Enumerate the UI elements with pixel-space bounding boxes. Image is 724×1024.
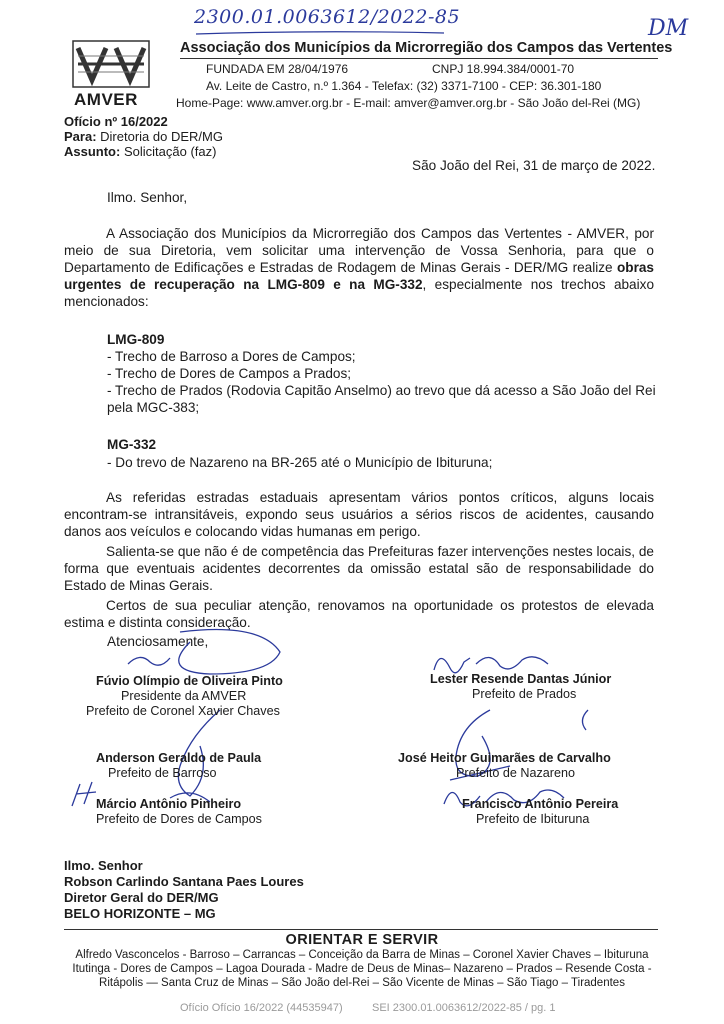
signatory-role: Prefeito de Barroso (108, 766, 217, 780)
subject-label: Assunto: (64, 144, 121, 159)
recipient-block (64, 858, 304, 922)
signatory-name: Fúvio Olímpio de Oliveira Pinto (96, 674, 283, 688)
footer-cities-line: Itutinga - Dores de Campos – Lagoa Dourada - Madre de Deus de Minas– Nazareno – Prados – Resende Costa - (72, 963, 652, 975)
signatory-role: Presidente da AMVER (121, 689, 247, 703)
process-number-annotation: 2300.01.0063612/2022-85 (194, 6, 461, 28)
to-label: Para: (64, 129, 97, 144)
corner-initials-annotation: DM (648, 16, 689, 41)
subject-value: Solicitação (faz) (123, 144, 217, 159)
closing: Atenciosamente, (107, 634, 209, 649)
signatory-role: Prefeito de Nazareno (456, 766, 576, 780)
logo-text: AMVER (74, 90, 138, 109)
org-name: Associação dos Municípios da Microrregião dos Campos das Vertentes (180, 40, 673, 56)
signatory-role: Prefeito de Prados (472, 687, 577, 701)
signatory-name: Francisco Antônio Pereira (462, 797, 619, 811)
road-lmg809-item: pela MGC-383; (107, 400, 200, 415)
signatory-role: Prefeito de Dores de Campos (96, 812, 262, 826)
to-value: Diretoria do DER/MG (100, 129, 223, 144)
signatory-role: Prefeito de Coronel Xavier Chaves (86, 704, 280, 718)
paragraph-request-text-b: , especialmente nos trechos abaixo mencionados: (64, 277, 654, 309)
road-lmg809-item: - Trecho de Prados (Rodovia Capitão Anselmo) ao trevo que dá acesso a São João del Rei (107, 383, 656, 398)
margin-mark (578, 708, 590, 732)
signatory-name: Márcio Antônio Pinheiro (96, 797, 242, 811)
header-divider (180, 58, 658, 59)
subject-line (64, 144, 216, 159)
paragraph-responsibility: Salienta-se que não é de competência das Prefeituras fazer intervenções nestes locais, de forma que eventuais acidentes decorrentes da omissão estatal são de responsabilidade do Estado de Minas Gerais. (64, 544, 654, 593)
footer-divider (64, 929, 658, 930)
place-date: São João del Rei, 31 de março de 2022. (412, 158, 656, 173)
recipient-line: Ilmo. Senhor (64, 858, 143, 873)
road-title-lmg809: LMG-809 (107, 332, 165, 347)
paragraph-request-highlight: obras urgentes de recuperação na LMG-809 e na MG-332 (64, 260, 654, 292)
signatory-name: José Heitor Guimarães de Carvalho (398, 751, 611, 765)
paragraph-closing-regards: Certos de sua peculiar atenção, renovamos na oportunidade os protestos de elevada estima e distinta consideração. (64, 598, 654, 630)
recipient-line: BELO HORIZONTE – MG (64, 906, 216, 921)
road-mg332-item: - Do trevo de Nazareno na BR-265 até o Município de Ibituruna; (107, 455, 493, 470)
paragraph-request (64, 225, 654, 310)
signature-scrawl-fuvio (120, 612, 290, 682)
office-number: Ofício nº 16/2022 (64, 114, 168, 129)
salutation: Ilmo. Senhor, (107, 190, 188, 205)
recipient-line (64, 129, 223, 144)
road-title-mg332: MG-332 (107, 437, 157, 452)
signatory-name: Anderson Geraldo de Paula (96, 751, 262, 765)
address: Av. Leite de Castro, n.º 1.364 - Telefax: (32) 3371-7100 - CEP: 36.301-180 (206, 79, 602, 93)
founded-date: FUNDADA EM 28/04/1976 (206, 62, 349, 76)
paragraph-request-text-a: A Associação dos Municípios da Microrregião dos Campos das Vertentes - AMVER, por meio de sua Diretoria, vem solicitar uma intervenção de Vossa Senhoria, para que o Departamento de Edificações e Estradas de Rodagem de Minas Gerais - DER/MG realize (64, 226, 654, 275)
cnpj: CNPJ 18.994.384/0001-70 (432, 62, 575, 76)
footer-motto: ORIENTAR E SERVIR (285, 932, 439, 948)
signatory-role: Prefeito de Ibituruna (476, 812, 590, 826)
road-lmg809-item: - Trecho de Dores de Campos a Prados; (107, 366, 352, 381)
paragraph-conditions: As referidas estradas estaduais apresentam vários pontos críticos, alguns locais encontram-se intransitáveis, expondo seus usuários a sérios riscos de acidentes, causando danos aos veículos e colocando vidas humanas em perigo. (64, 490, 654, 539)
sei-document-id: Ofício Ofício 16/2022 (44535947) (180, 1002, 343, 1014)
contact-web: Home-Page: www.amver.org.br - E-mail: amver@amver.org.br - São João del-Rei (MG) (176, 96, 641, 110)
road-lmg809-item: - Trecho de Barroso a Dores de Campos; (107, 349, 356, 364)
sei-page-ref: SEI 2300.01.0063612/2022-85 / pg. 1 (372, 1002, 556, 1014)
footer-cities-line: Ritápolis — Santa Cruz de Minas – São João del-Rei – São Vicente de Minas – São Tiago – Tiradentes (99, 977, 625, 989)
signatory-name: Lester Resende Dantas Júnior (430, 672, 612, 686)
recipient-line: Diretor Geral do DER/MG (64, 890, 219, 905)
recipient-line: Robson Carlindo Santana Paes Loures (64, 874, 304, 889)
process-number-underline (196, 30, 446, 36)
amver-logo (72, 40, 150, 88)
footer-cities-line: Alfredo Vasconcelos - Barroso – Carrancas – Conceição da Barra de Minas – Coronel Xavier Chaves – Ibituruna (75, 949, 649, 961)
